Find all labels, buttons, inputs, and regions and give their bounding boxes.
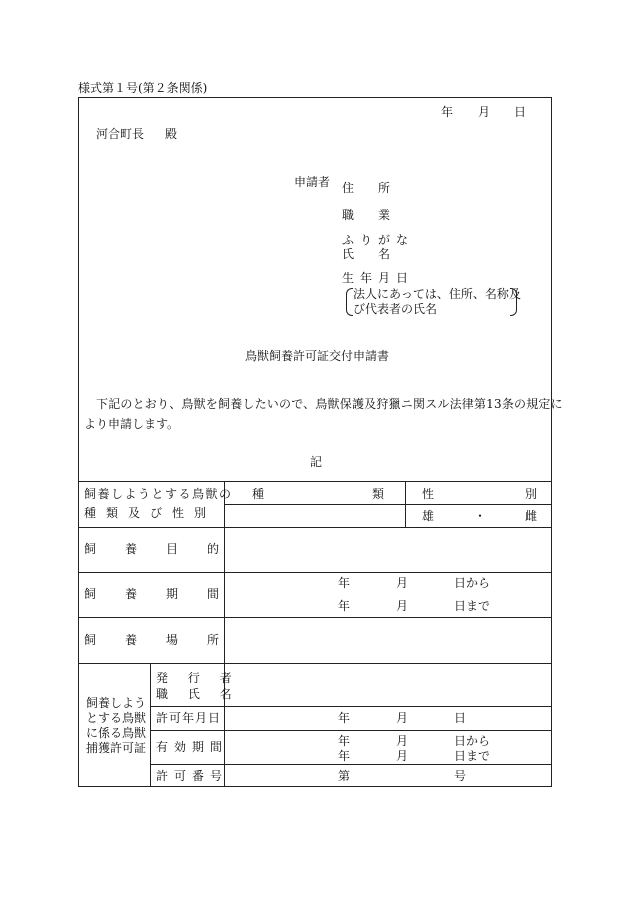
sex-female: 雌 <box>525 509 538 523</box>
row-line-6 <box>150 730 552 731</box>
document-title: 鳥獣飼養許可証交付申請書 <box>245 349 390 363</box>
issuer-label-line2: 職 氏 名 <box>156 687 240 701</box>
permit-no-label: 許可番号 <box>156 769 229 783</box>
applicant-address-label: 住 所 <box>342 181 391 195</box>
species-header-left: 種 <box>252 487 265 501</box>
capture-label-line4: 捕獲許可証 <box>86 741 147 755</box>
period-to-day: 日まで <box>454 599 491 613</box>
purpose-label: 飼養目的 <box>84 542 249 556</box>
capture-label-line1: 飼養しよう <box>86 696 147 710</box>
sex-separator: ・ <box>474 509 487 523</box>
sex-male: 雄 <box>422 509 435 523</box>
validity-from-day: 日から <box>454 734 491 748</box>
species-sex-label-line1: 飼養しようとする鳥獣の <box>84 487 233 501</box>
permit-date-label: 許可年月日 <box>156 711 222 725</box>
applicant-birthdate-label: 生年月日 <box>342 271 415 285</box>
capture-label-line2: とする鳥獣 <box>86 711 147 725</box>
date-year-label: 年 <box>441 105 454 119</box>
row-line-3 <box>78 617 552 618</box>
period-to-year: 年 <box>338 599 351 613</box>
corp-note-left-bracket <box>346 288 353 316</box>
sex-column-line <box>405 481 406 527</box>
corp-note-line2: び代表者の氏名 <box>353 302 438 316</box>
permit-no-prefix: 第 <box>338 769 351 783</box>
species-sex-label-line2: 種類及び性別 <box>84 506 217 520</box>
species-header-line <box>224 504 552 505</box>
applicant-occupation-label: 職 業 <box>342 208 391 222</box>
place-label: 飼養場所 <box>84 633 249 647</box>
addressee-name: 河合町長 <box>96 127 145 141</box>
permit-date-year: 年 <box>338 711 351 725</box>
capture-label-line3: に係る鳥獣 <box>86 726 147 740</box>
period-from-day: 日から <box>454 576 491 590</box>
validity-to-month: 月 <box>396 749 409 763</box>
period-from-year: 年 <box>338 576 351 590</box>
validity-from-year: 年 <box>338 734 351 748</box>
capture-subcolumn-line <box>150 663 151 787</box>
applicant-furigana-label: ふりがな <box>342 233 415 247</box>
ki-mark: 記 <box>310 455 323 469</box>
permit-date-day: 日 <box>454 711 467 725</box>
row-line-7 <box>150 764 552 765</box>
row-line-2 <box>78 572 552 573</box>
sex-header-left: 性 <box>422 487 435 501</box>
validity-to-day: 日まで <box>454 749 491 763</box>
permit-no-suffix: 号 <box>454 769 467 783</box>
date-month-label: 月 <box>478 105 491 119</box>
species-header-right: 類 <box>372 487 385 501</box>
date-day-label: 日 <box>514 105 527 119</box>
form-number: 様式第１号(第２条関係) <box>78 81 208 95</box>
period-to-month: 月 <box>396 599 409 613</box>
applicant-name-label: 氏 名 <box>342 247 391 261</box>
validity-from-month: 月 <box>396 734 409 748</box>
period-label: 飼養期間 <box>84 587 249 601</box>
row-line-1 <box>78 527 552 528</box>
body-text-line1: 下記のとおり、鳥獣を飼養したいので、鳥獣保護及狩獵ニ関スル法律第13条の規定に <box>96 397 563 411</box>
body-text-line2: より申請します。 <box>84 417 180 431</box>
table-top-border <box>78 481 552 482</box>
corp-note-line1: 法人にあっては、住所、名称及 <box>353 287 521 301</box>
period-from-month: 月 <box>396 576 409 590</box>
issuer-label-line1: 発 行 者 <box>156 671 240 685</box>
validity-label: 有効期間 <box>156 740 229 754</box>
addressee-honorific: 殿 <box>165 127 178 141</box>
row-line-5 <box>150 706 552 707</box>
permit-date-month: 月 <box>396 711 409 725</box>
sex-header-right: 別 <box>525 487 538 501</box>
applicant-label: 申請者 <box>294 175 331 189</box>
validity-to-year: 年 <box>338 749 351 763</box>
